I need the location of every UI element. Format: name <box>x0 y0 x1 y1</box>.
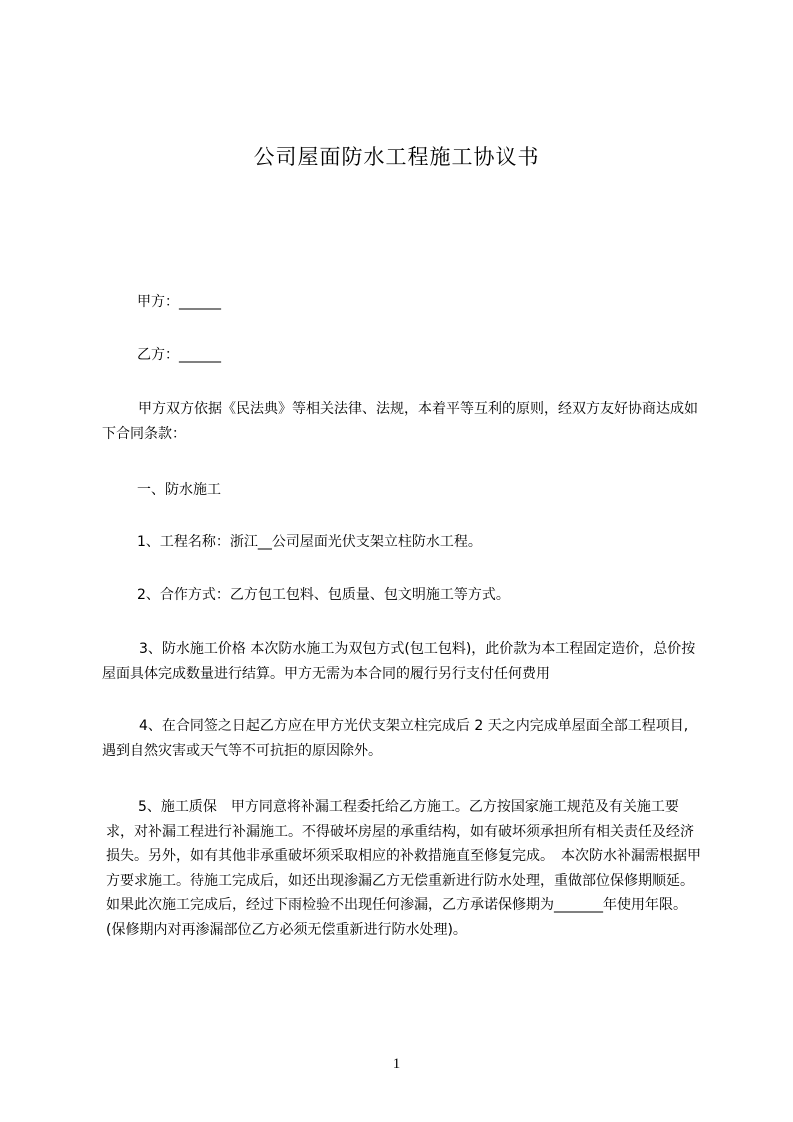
document-title: 公司屋面防水工程施工协议书 <box>253 145 540 169</box>
clause-2: 2、合作方式：乙方包工包料、包质量、包文明施工等方式。 <box>137 587 510 603</box>
clause-3: 3、防水施工价格 本次防水施工为双包方式(包工包料)，此价款为本工程固定造价，总价按屋面具体完成数量进行结算。甲方无需为本合同的履行另行支付任何费用 <box>102 641 696 682</box>
clause-4: 4、在合同签之日起乙方应在甲方光伏支架立柱完成后 2 天之内完成单屋面全部工程项目,遇到自然灾害或天气等不可抗拒的原因除外。 <box>102 718 689 759</box>
party-a-line: 甲方：______ <box>137 294 221 310</box>
page-number: 1 <box>392 1056 401 1072</box>
clause-5: 5、施工质保 甲方同意将补漏工程委托给乙方施工。乙方按国家施工规范及有关施工要求，对补漏工程进行补漏施工。不得破坏房屋的承重结构，如有破坏须承担所有相关责任及经济损失。另外，如有其他非承重破坏须采取相应的补救措施直至修复完成。 本次防水补漏需根据甲方要求施工。待施工完成后，如还出现渗漏乙方无偿重新进行防水处理，重做部位保修期顺延。如果此次施工完成后，经过下雨检验不出现任何渗漏，乙方承诺保修期为_______年使用年限。(保修期内对再渗漏部位乙方必须无偿重新进行防水处理)。 <box>106 799 701 938</box>
party-b-line: 乙方：______ <box>137 347 221 363</box>
intro-paragraph: 甲方双方依据《民法典》等相关法律、法规，本着平等互利的原则，经双方友好协商达成如下合同条款： <box>102 401 698 442</box>
clause-1: 1、工程名称：浙江__公司屋面光伏支架立柱防水工程。 <box>137 534 482 550</box>
section-1-heading: 一、防水施工 <box>137 482 221 498</box>
